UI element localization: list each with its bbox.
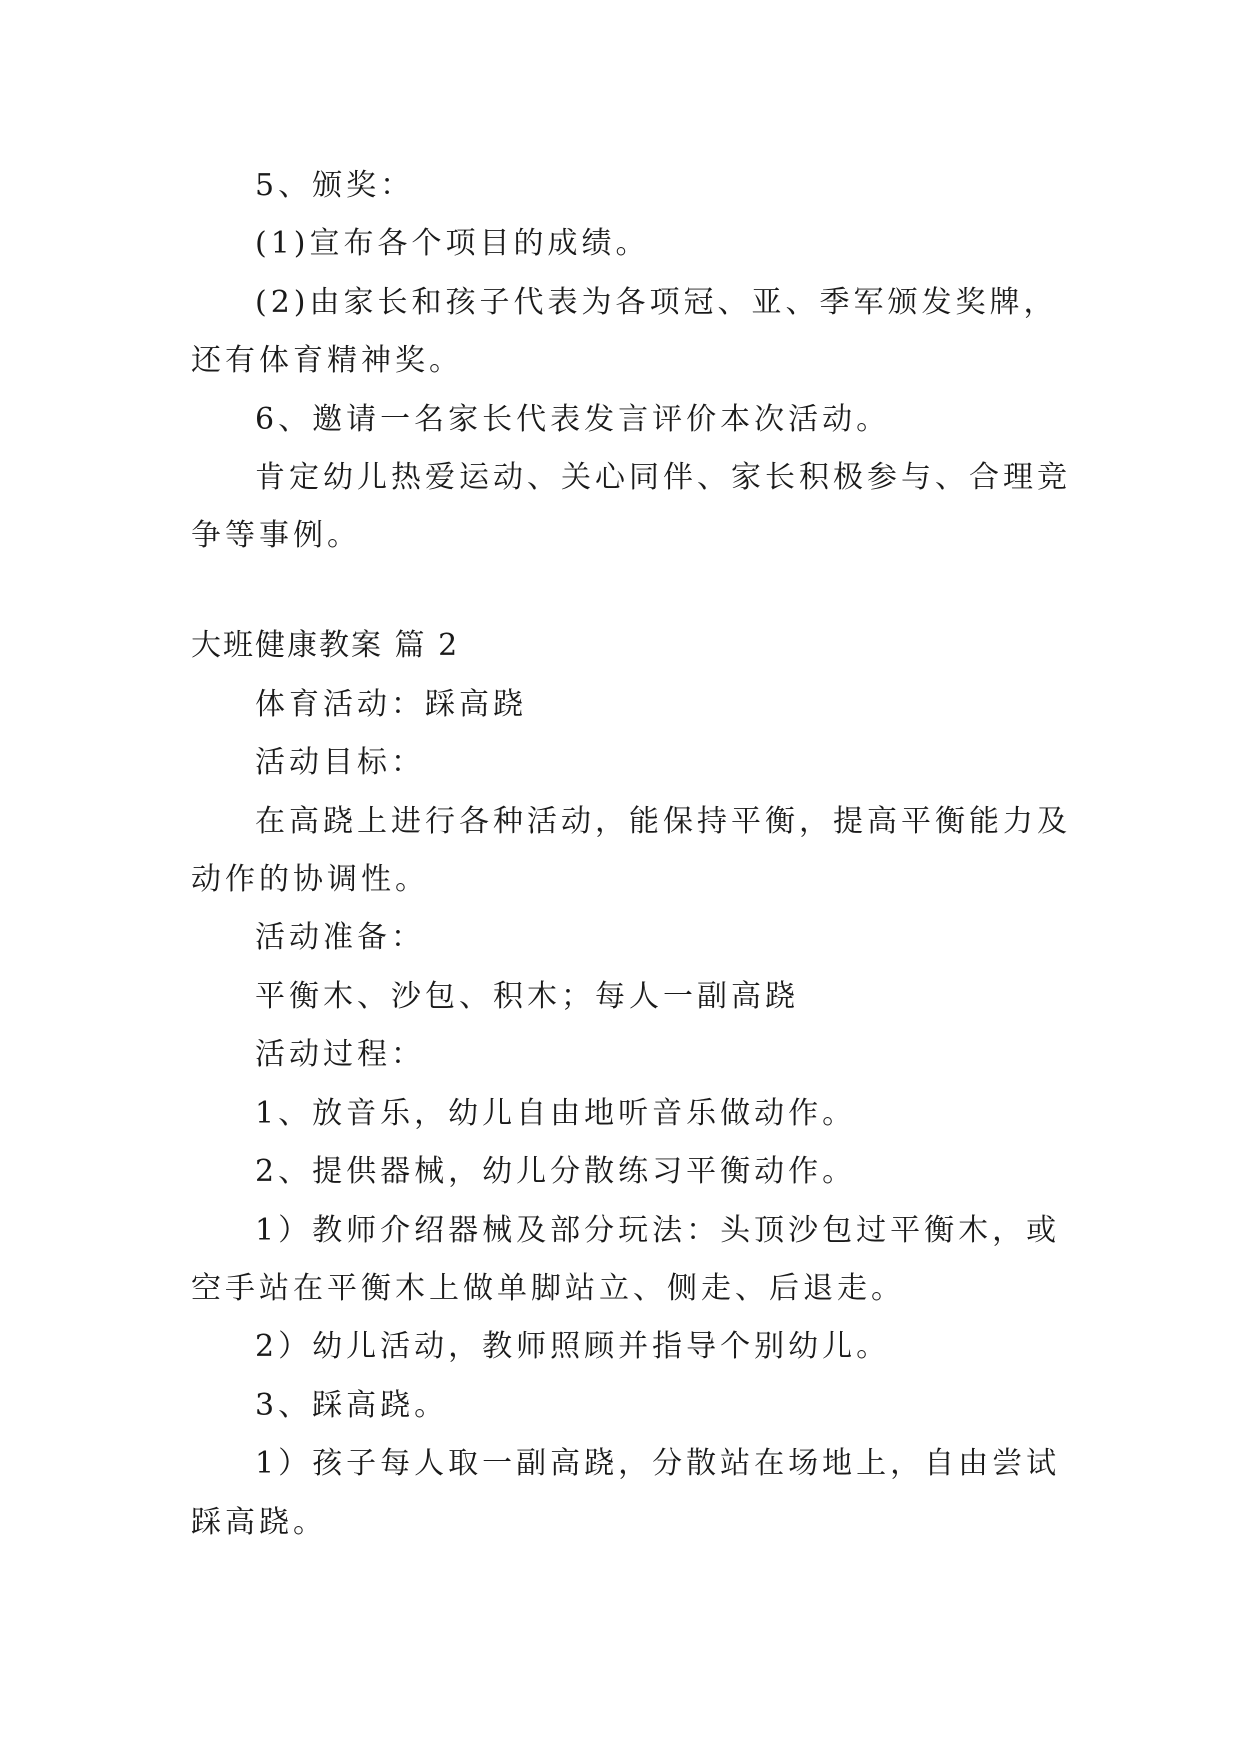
step1: 1、放音乐，幼儿自由地听音乐做动作。 [255, 1096, 857, 1131]
step2-sub1-line1: 1）教师介绍器械及部分玩法：头顶沙包过平衡木，或 [255, 1213, 1061, 1248]
process-label: 活动过程： [255, 1037, 425, 1072]
step5-item1: (1)宣布各个项目的成绩。 [255, 226, 650, 261]
step2-sub1-line2: 空手站在平衡木上做单脚站立、侧走、后退走。 [191, 1271, 905, 1306]
step2: 2、提供器械，幼儿分散练习平衡动作。 [255, 1154, 857, 1189]
step3-sub1-line1: 1）孩子每人取一副高跷，分散站在场地上，自由尝试 [255, 1446, 1061, 1481]
step2-sub2: 2）幼儿活动，教师照顾并指导个别幼儿。 [255, 1329, 891, 1364]
step3-sub1-line2: 踩高跷。 [191, 1505, 327, 1540]
step5-item2-line2: 还有体育精神奖。 [191, 343, 463, 378]
prep-text: 平衡木、沙包、积木；每人一副高跷 [255, 979, 799, 1014]
goal-line1: 在高跷上进行各种活动，能保持平衡，提高平衡能力及 [255, 804, 1071, 839]
goal-label: 活动目标： [255, 745, 425, 780]
summary-line1: 肯定幼儿热爱运动、关心同伴、家长积极参与、合理竞 [255, 460, 1071, 495]
prep-label: 活动准备： [255, 920, 425, 955]
summary-line2: 争等事例。 [191, 518, 361, 553]
activity-name: 体育活动：踩高跷 [255, 687, 527, 722]
section-heading: 大班健康教案 篇 2 [191, 628, 460, 663]
step3: 3、踩高跷。 [255, 1388, 449, 1423]
step6: 6、邀请一名家长代表发言评价本次活动。 [255, 402, 891, 437]
goal-line2: 动作的协调性。 [191, 862, 429, 897]
step5-title: 5、颁奖： [255, 168, 415, 203]
step5-item2-line1: (2)由家长和孩子代表为各项冠、亚、季军颁发奖牌， [255, 285, 1058, 320]
